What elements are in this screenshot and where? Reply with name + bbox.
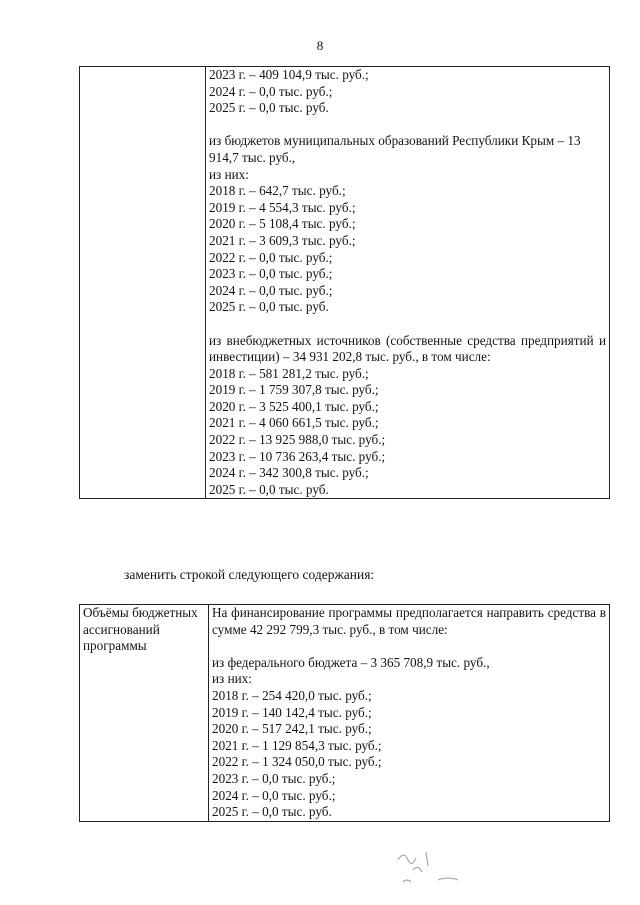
list-item: 2021 г. – 3 609,3 тыс. руб.; (209, 232, 356, 248)
page-number: 8 (316, 38, 324, 53)
list-item: 2025 г. – 0,0 тыс. руб. (209, 481, 329, 497)
list-item: 2019 г. – 4 554,3 тыс. руб.; (209, 199, 356, 215)
row-label: Объёмы бюджетных ассигнований программы (83, 605, 198, 654)
municipal-subheader: из них: (209, 166, 249, 182)
funding-table-old (79, 66, 610, 499)
list-item: 2022 г. – 13 925 988,0 тыс. руб.; (209, 432, 386, 448)
list-item: 2022 г. – 0,0 тыс. руб.; (209, 249, 333, 265)
list-item: 2025 г. – 0,0 тыс. руб. (209, 100, 329, 116)
list-item: 2025 г. – 0,0 тыс. руб. (212, 804, 332, 820)
list-item: 2024 г. – 0,0 тыс. руб.; (212, 787, 336, 803)
list-item: 2024 г. – 0,0 тыс. руб.; (209, 282, 333, 298)
federal-year-list (212, 688, 606, 821)
list-item: 2018 г. – 581 281,2 тыс. руб.; (209, 365, 369, 381)
list-item: 2023 г. – 409 104,9 тыс. руб.; (209, 67, 369, 82)
federal-budget-header: из федерального бюджета – 3 365 708,9 тыс. руб., (212, 654, 490, 670)
handwritten-mark (378, 830, 488, 890)
list-item: 2020 г. – 5 108,4 тыс. руб.; (209, 216, 356, 232)
list-item: 2025 г. – 0,0 тыс. руб. (209, 299, 329, 315)
replacement-instruction: заменить строкой следующего содержания: (124, 567, 375, 582)
list-item: 2023 г. – 0,0 тыс. руб.; (209, 266, 333, 282)
list-item: 2022 г. – 1 324 050,0 тыс. руб.; (212, 754, 382, 770)
list-item: 2024 г. – 0,0 тыс. руб.; (209, 83, 333, 99)
table-cell-content (206, 67, 610, 499)
list-item: 2024 г. – 342 300,8 тыс. руб.; (209, 465, 369, 481)
year-list-group1 (209, 67, 606, 117)
list-item: 2021 г. – 1 129 854,3 тыс. руб.; (212, 737, 382, 753)
table-cell-label (80, 605, 209, 822)
funding-intro: На финансирование программы предполагается направить средства в сумме 42 292 799,3 тыс. руб., в том числе: (212, 605, 606, 637)
federal-subheader: из них: (212, 671, 252, 687)
list-item: 2020 г. – 3 525 400,1 тыс. руб.; (209, 398, 379, 414)
list-item: 2018 г. – 254 420,0 тыс. руб.; (212, 687, 372, 703)
table-cell-content (209, 605, 610, 822)
list-item: 2023 г. – 0,0 тыс. руб.; (212, 770, 336, 786)
table-row (80, 605, 610, 822)
municipal-budget-header: из бюджетов муниципальных образований Республики Крым – 13 914,7 тыс. руб., (209, 133, 581, 165)
table-row (80, 67, 610, 499)
extrabudget-year-list (209, 366, 606, 499)
list-item: 2018 г. – 642,7 тыс. руб.; (209, 183, 346, 199)
list-item: 2019 г. – 1 759 307,8 тыс. руб.; (209, 382, 379, 398)
extrabudget-header: из внебюджетных источников (собственные средства предприятий и инвестиции) – 34 931 202,8 тыс. руб., в том числе: (209, 332, 606, 365)
list-item: 2023 г. – 10 736 263,4 тыс. руб.; (209, 448, 386, 464)
list-item: 2020 г. – 517 242,1 тыс. руб.; (212, 721, 372, 737)
table-cell-label (80, 67, 206, 499)
list-item: 2021 г. – 4 060 661,5 тыс. руб.; (209, 415, 379, 431)
municipal-year-list (209, 183, 606, 316)
list-item: 2019 г. – 140 142,4 тыс. руб.; (212, 704, 372, 720)
funding-table-new (79, 604, 610, 822)
